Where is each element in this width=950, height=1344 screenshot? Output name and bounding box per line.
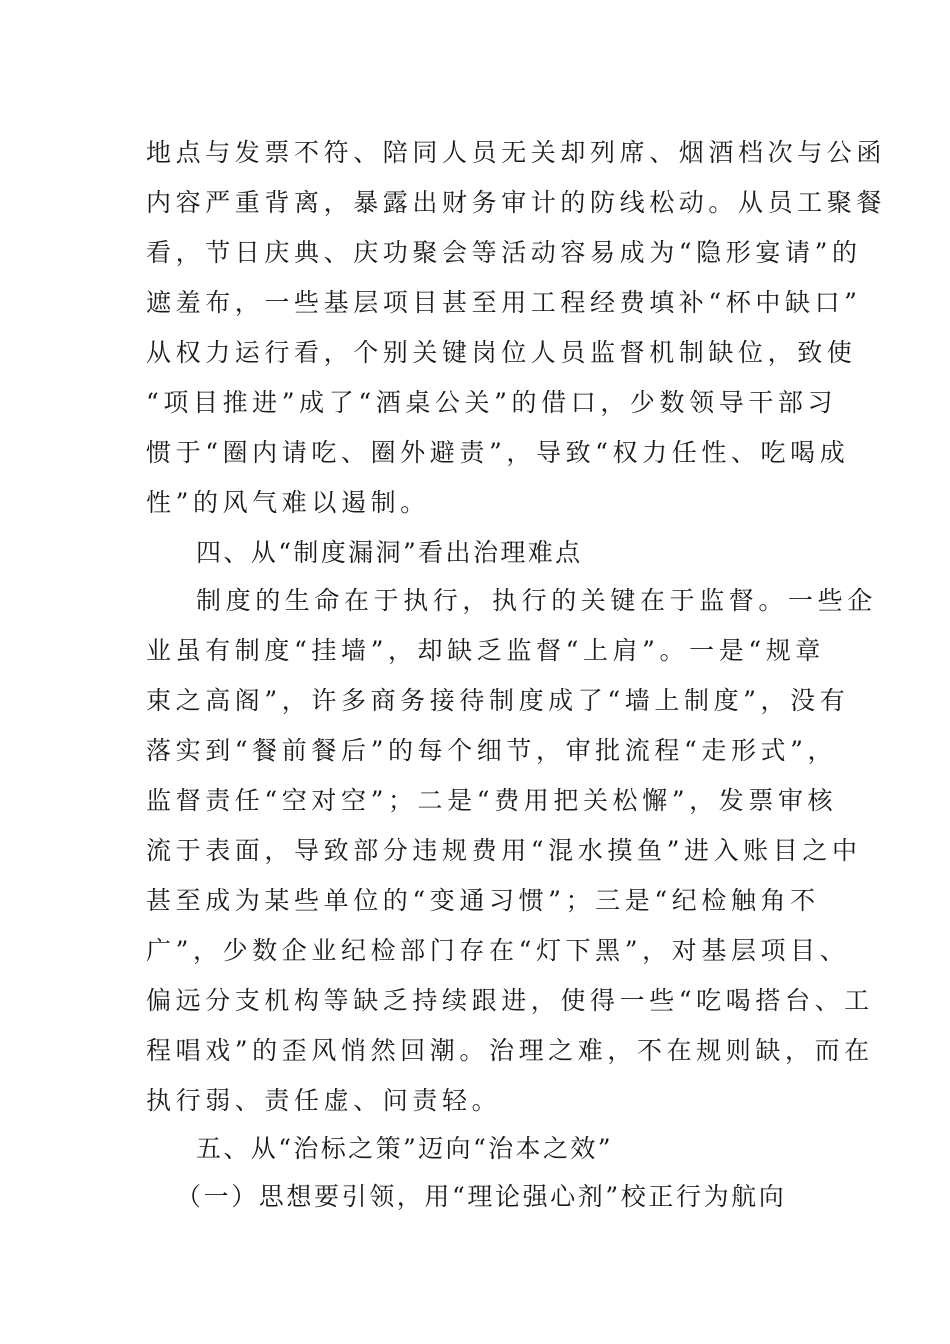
paragraph-line: 从权力运行看，个别关键岗位人员监督机制缺位，致使	[146, 338, 857, 367]
paragraph-line: 束之高阁”，许多商务接待制度成了“墙上制度”，没有	[146, 686, 850, 715]
paragraph-line: 性”的风气难以遏制。	[146, 488, 430, 517]
paragraph-line: 执行弱、责任虚、问责轻。	[146, 1086, 502, 1115]
heading-text: 五、从“治标之策”迈向“治本之效”	[196, 1134, 613, 1163]
sub-heading-1	[146, 1172, 810, 1222]
paragraph-line: 遮羞布，一些基层项目甚至用工程经费填补“杯中缺口”	[146, 288, 862, 317]
paragraph-line: 甚至成为某些单位的“变通习惯”；三是“纪检触角不	[146, 886, 820, 915]
section-heading-4	[146, 528, 810, 578]
paragraph-line: 制度的生命在于执行，执行的关键在于监督。一些企	[196, 586, 877, 615]
paragraph-line: 地点与发票不符、陪同人员无关却列席、烟酒档次与公函	[146, 138, 887, 167]
paragraph-line: 落实到“餐前餐后”的每个细节，审批流程“走形式”，	[146, 736, 838, 765]
sub-heading-text: （一）思想要引领，用“理论强心剂”校正行为航向	[176, 1182, 787, 1211]
paragraph-2	[146, 576, 877, 1126]
paragraph-line: 业虽有制度“挂墙”，却缺乏监督“上肩”。一是“规章	[146, 636, 825, 665]
paragraph-line: 程唱戏”的歪风悄然回潮。治理之难，不在规则缺，而在	[146, 1036, 874, 1065]
paragraph-line: 流于表面，导致部分违规费用“混水摸鱼”进入账目之中	[146, 836, 862, 865]
paragraph-line: 监督责任“空对空”；二是“费用把关松懈”，发票审核	[146, 786, 838, 815]
paragraph-line: 惯于“圈内请吃、圈外避责”，导致“权力任性、吃喝成	[146, 438, 850, 467]
paragraph-line: “项目推进”成了“酒桌公关”的借口，少数领导干部习	[146, 388, 838, 417]
paragraph-line: 内容严重背离，暴露出财务审计的防线松动。从员工聚餐	[146, 188, 887, 217]
section-heading-5	[146, 1124, 810, 1174]
paragraph-line: 看，节日庆典、庆功聚会等活动容易成为“隐形宴请”的	[146, 238, 862, 267]
paragraph-line: 偏远分支机构等缺乏持续跟进，使得一些“吃喝搭台、工	[146, 986, 874, 1015]
paragraph-line: 广”，少数企业纪检部门存在“灯下黑”，对基层项目、	[146, 936, 850, 965]
paragraph-1	[146, 128, 887, 528]
heading-text: 四、从“制度漏洞”看出治理难点	[196, 538, 583, 567]
